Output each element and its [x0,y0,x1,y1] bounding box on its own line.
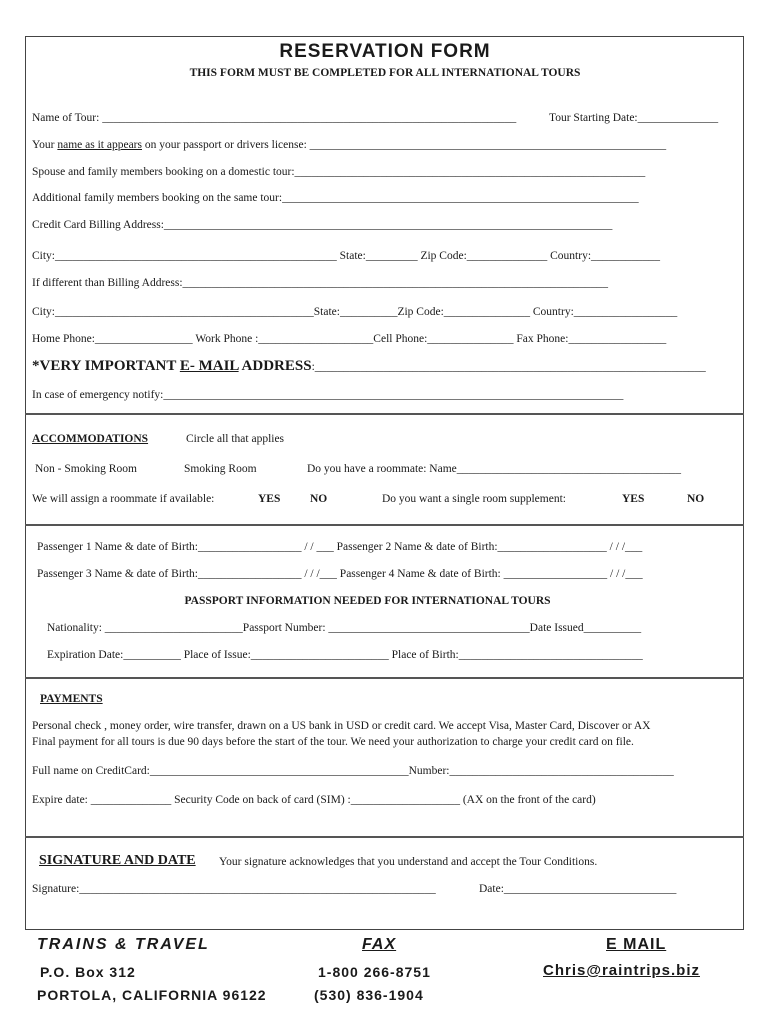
nationality-row[interactable]: Nationality: ________________________Passport Number: ___________________________________Date Issued__________ [47,622,642,634]
company-name: TRAINS & TRAVEL [37,936,210,953]
payments-heading: PAYMENTS [40,693,103,705]
tour-name-field[interactable]: Name of Tour: ________________________________________________________________________ [32,112,517,124]
non-smoking-option[interactable]: Non - Smoking Room [35,463,137,475]
passport-name-underlined: name as it appears [57,139,142,151]
single-yes-option[interactable]: YES [622,493,645,505]
passport-heading: PASSPORT INFORMATION NEEDED FOR INTERNATIONAL TOURS [184,595,551,607]
payments-text-1: Personal check , money order, wire transfer, drawn on a US bank in USD or credit card. We accept Visa, Master Card, Discover or AX [32,720,651,732]
fax-number-2: (530) 836-1904 [314,987,424,1003]
section-divider [25,413,744,415]
email-address-label: ADDRESS [238,358,312,374]
email-field[interactable] [32,358,706,375]
accommodations-heading: ACCOMMODATIONS [32,433,149,445]
assign-roommate-label: We will assign a roommate if available: [32,493,215,505]
assign-yes-option[interactable]: YES [258,493,281,505]
additional-family-field[interactable]: Additional family members booking on the same tour:______________________________________________________________ [32,192,639,204]
different-address-field[interactable]: If different than Billing Address:__________________________________________________________________________ [32,277,609,289]
spouse-family-field[interactable]: Spouse and family members booking on a domestic tour:_____________________________________________________________ [32,166,646,178]
single-no-option[interactable]: NO [687,493,705,505]
tour-start-date-field[interactable]: Tour Starting Date:______________ [549,112,719,124]
form-title: RESERVATION FORM [279,41,491,62]
roommate-name-field[interactable]: Do you have a roommate: Name_______________________________________ [307,463,682,475]
signature-note: Your signature acknowledges that you understand and accept the Tour Conditions. [219,856,598,868]
fax-label: FAX [362,936,397,953]
assign-no-option[interactable]: NO [310,493,328,505]
shipping-city-row[interactable]: City:_____________________________________________State:__________Zip Code:_______________ Country:__________________ [32,306,678,318]
passenger-3-4-row[interactable]: Passenger 3 Name & date of Birth:__________________ / / /___ Passenger 4 Name & date of Birth: __________________ / / /___ [37,568,643,580]
credit-card-name-row[interactable]: Full name on CreditCard:_____________________________________________Number:_______________________________________ [32,765,674,777]
passport-name-rest: on your passport or drivers license: ______________________________________________________________ [141,139,667,151]
date-field[interactable]: Date:______________________________ [479,883,677,895]
address-line-1: P.O. Box 312 [40,964,136,980]
expiration-row[interactable]: Expiration Date:__________ Place of Issue:________________________ Place of Birth:________________________________ [47,649,643,661]
email-label-footer: E MAIL [606,936,667,953]
section-divider [25,524,744,526]
circle-instruction: Circle all that applies [186,433,285,445]
emergency-contact-field[interactable]: In case of emergency notify:________________________________________________________________________________ [32,389,624,401]
passport-name-prefix: Your [32,139,58,151]
signature-field[interactable]: Signature:______________________________________________________________ [32,883,436,895]
email-important-label: *VERY IMPORTANT [32,358,180,374]
address-line-2: PORTOLA, CALIFORNIA 96122 [37,987,267,1003]
email-line: :____________________________________________________________________ [311,361,706,373]
form-subtitle: THIS FORM MUST BE COMPLETED FOR ALL INTERNATIONAL TOURS [189,67,581,79]
payments-text-2: Final payment for all tours is due 90 days before the start of the tour. We need your authorization to charge your credit card on file. [32,736,634,748]
passport-name-field[interactable] [32,139,666,151]
smoking-option[interactable]: Smoking Room [184,463,257,475]
section-divider [25,677,744,679]
expire-security-row[interactable]: Expire date: ______________ Security Code on back of card (SIM) :___________________ (AX on the front of the card) [32,794,596,806]
passenger-1-2-row[interactable]: Passenger 1 Name & date of Birth:__________________ / / ___ Passenger 2 Name & date of Birth:___________________ / / /___ [37,541,643,553]
phone-row[interactable]: Home Phone:_________________ Work Phone :____________________Cell Phone:_______________ Fax Phone:_________________ [32,333,667,345]
email-label: E- MAIL [179,358,239,374]
billing-address-field[interactable]: Credit Card Billing Address:______________________________________________________________________________ [32,219,613,231]
fax-number-1: 1-800 266-8751 [318,964,431,980]
single-room-label: Do you want a single room supplement: [382,493,566,505]
email-link[interactable]: Chris@raintrips.biz [543,962,700,979]
billing-city-row[interactable]: City:_________________________________________________ State:_________ Zip Code:______________ Country:____________ [32,250,661,262]
signature-heading: SIGNATURE AND DATE [39,853,196,868]
section-divider [25,836,744,838]
